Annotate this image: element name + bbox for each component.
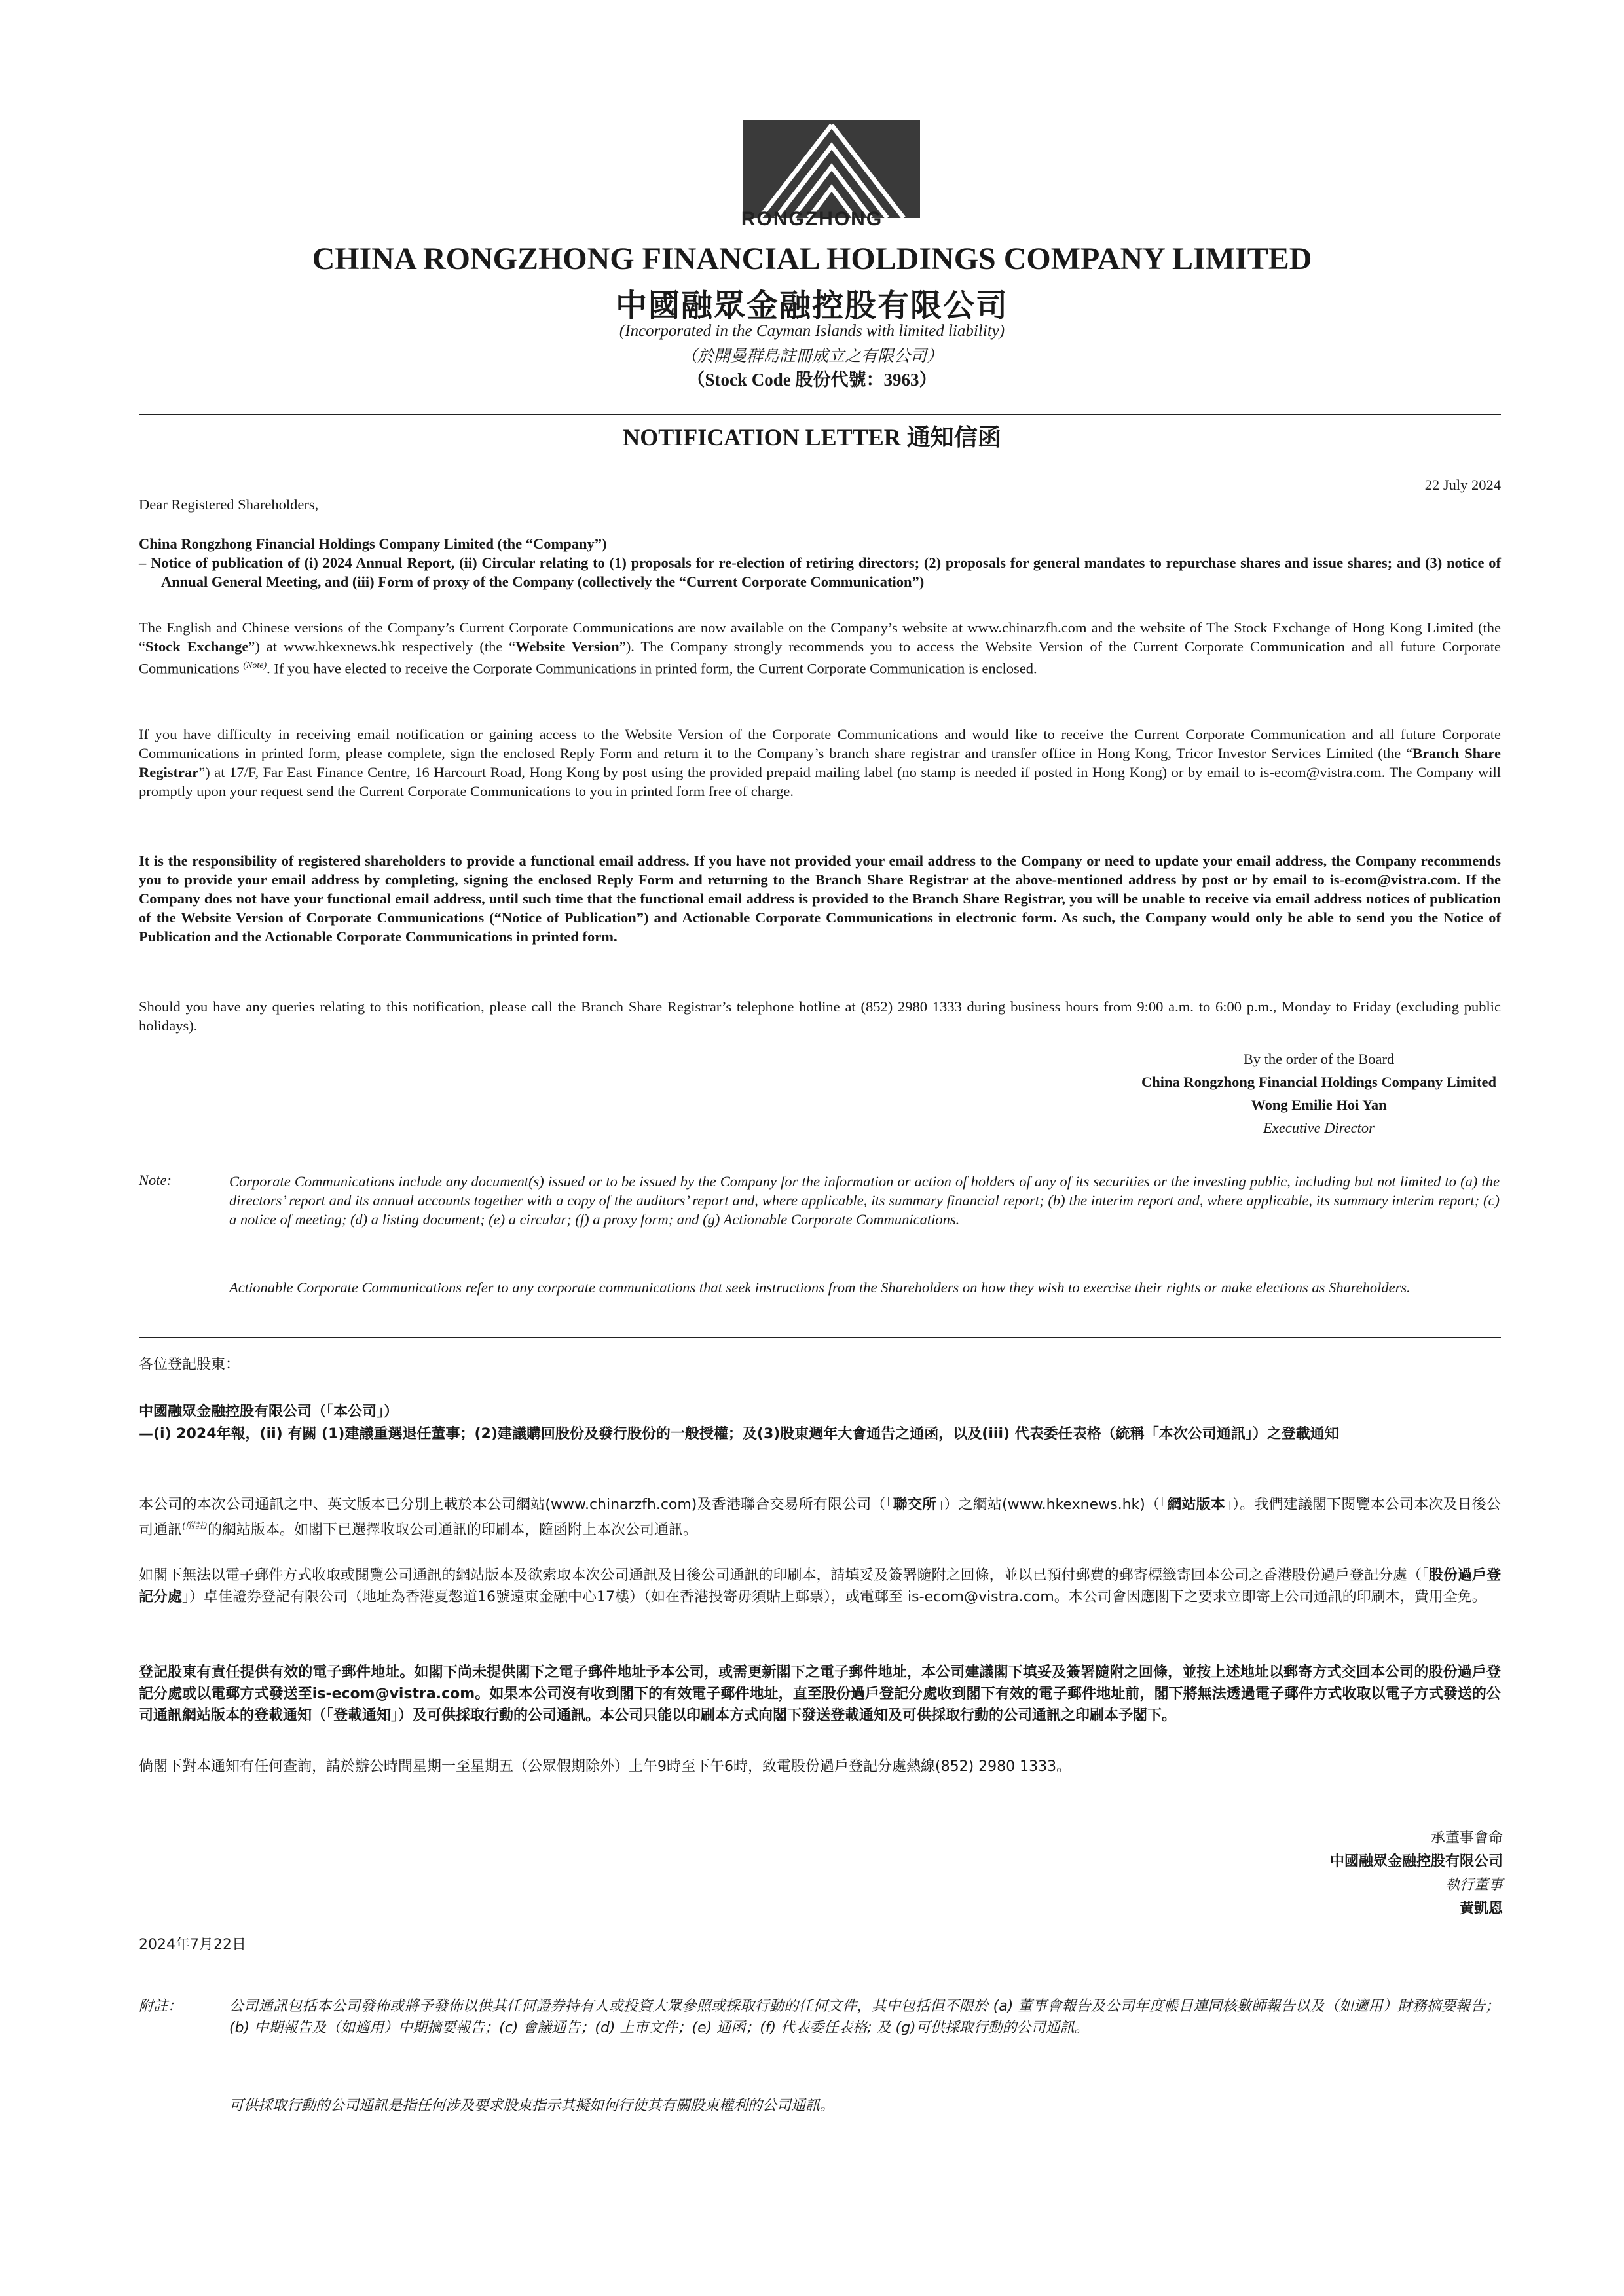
paragraph-1-zh [139, 1494, 1501, 1540]
note-1-en: Corporate Communications include any document(s) issued or to be issued by the Company for the information or action of holders of any of its securities or the investing public, including but not limited to (a) the directors’ report and its annual accounts together with a copy of the auditors’ report and, where applicable, its summary financial report; (b) the interim report and, where applicable, its summary interim report; (c) a notice of meeting; (d) a listing document; (e) a circular; (f) a proxy form; and (g) Actionable Corporate Communications. [229, 1173, 1500, 1228]
sig-line-1-zh: 承董事會命 [1430, 1830, 1503, 1846]
note-reference: (Note) [243, 661, 267, 670]
sig-line-4-zh: 黃凱恩 [1459, 1901, 1503, 1917]
incorporation-en: (Incorporated in the Cayman Islands with limited liability) [619, 322, 1005, 340]
text-span: 的網站版本。如閣下已選擇收取公司通訊的印刷本，隨函附上本次公司通訊。 [207, 1522, 697, 1539]
company-name-zh: 中國融眾金融控股有限公司 [615, 287, 1008, 324]
text-span: 股份過戶登記分處 [139, 1567, 1501, 1605]
subject-line-zh: 中國融眾金融控股有限公司（「本公司」） [139, 1404, 399, 1420]
paragraph-4-zh: 倘閣下對本通知有任何查詢，請於辦公時間星期一至星期五（公眾假期除外）上午9時至下午6時，致電股份過戶登記分處熱線(852) 2980 1333。 [139, 1758, 1071, 1775]
text-span: If you have difficulty in receiving email notification or gaining access to the Website Version of the Corporate Communications and would like to receive the Current Corporate Communication and all future Corporate Communications in printed form, please complete, sign the enclosed Reply Form and return it to the Company’s branch share registrar and transfer office in Hong Kong, Tricor Investor Services Limited (the “ [139, 726, 1501, 761]
text-span: 」）。我們建議閣下閱覽本公司本次及日後公司通訊 [139, 1497, 1501, 1539]
subject-line-en: China Rongzhong Financial Holdings Company Limited (the “Company”) [139, 536, 607, 552]
text-span: ”) at www.hkexnews.hk respectively (the “ [248, 638, 516, 655]
text-span: 如閣下無法以電子郵件方式收取或閱覽公司通訊的網站版本及欲索取本次公司通訊及日後公司通訊的印刷本，請填妥及簽署隨附之回條，並以已預付郵費的郵寄標籤寄回本公司之香港股份過戶登記分處（「 [139, 1567, 1429, 1584]
text-span: Branch Share Registrar [139, 745, 1501, 780]
company-name-en: CHINA RONGZHONG FINANCIAL HOLDINGS COMPANY LIMITED [312, 242, 1312, 276]
note-2-en: Actionable Corporate Communications refer to any corporate communications that seek instructions from the Shareholders on how they wish to exercise their rights or make elections as Shareholders. [229, 1279, 1411, 1296]
text-span: Website Version [515, 638, 619, 655]
text-span: Stock Exchange [145, 638, 249, 655]
subject-detail-zh: —(i) 2024年報，(ii) 有關 (1)建議重選退任董事；(2)建議購回股份及發行股份的一般授權；及(3)股東週年大會通告之通函，以及(iii) 代表委任表格（統稱「本次公司通訊」）之登載通知 [139, 1426, 1339, 1442]
brand-name: RONGZHONG [741, 208, 883, 230]
text-span: The English and Chinese versions of the Company’s Current Corporate Communications are now available on the Company’s website at www.chinarzfh.com and the website of The Stock Exchange of Hong Kong Limited (the “ [139, 619, 1501, 655]
signature-block-en [1141, 1048, 1496, 1139]
text-span: 本公司的本次公司通訊之中、英文版本已分別上載於本公司網站(www.chinarzfh.com)及香港聯合交易所有限公司（「 [139, 1497, 893, 1513]
stock-code: （Stock Code 股份代號：3963） [687, 370, 937, 390]
sig-line-3: Wong Emilie Hoi Yan [1251, 1097, 1387, 1113]
note-label-zh: 附註： [139, 1998, 183, 2014]
paragraph-3-en: It is the responsibility of registered shareholders to provide a functional email address. If you have not provided your email address to the Company or need to update your email address, the Company recommends you to provide your email address by completing, signing the enclosed Reply Form and returning to the Branch Share Registrar at the above-mentioned address by post or by email to is-ecom@vistra.com. If the Company does not have your functional email address, until such time that the functional email address is provided to the Branch Share Registrar, you will be unable to receive via email address notices of publication of the Website Version of Corporate Communications (“Notice of Publication”) and Actionable Corporate Communications in electronic form. As such, the Company would only be able to send you the Notice of Publication and the Actionable Corporate Communications in printed form. [139, 852, 1501, 945]
text-span: 聯交所 [893, 1497, 937, 1513]
section-divider [139, 1337, 1501, 1338]
paragraph-3-zh: 登記股東有責任提供有效的電子郵件地址。如閣下尚未提供閣下之電子郵件地址予本公司，或需更新閣下之電子郵件地址，本公司建議閣下填妥及簽署隨附之回條，並按上述地址以郵寄方式交回本公司的股份過戶登記分處或以電郵方式發送至is-ecom@vistra.com。如果本公司沒有收到閣下的有效電子郵件地址，直至股份過戶登記分處收到閣下有效的電子郵件地址前，閣下將無法透過電子郵件方式收取以電子方式發送的公司通訊網站版本的登載通知（「登載通知」）及可供採取行動的公司通訊。本公司只能以印刷本方式向閣下發送登載通知及可供採取行動的公司通訊之印刷本予閣下。 [139, 1664, 1501, 1724]
text-span: 」）卓佳證券登記有限公司（地址為香港夏愨道16號遠東金融中心17樓）（如在香港投寄毋須貼上郵票），或電郵至 is-ecom@vistra.com。本公司會因應閣下之要求立即寄上公司通訊的印刷本，費用全免。 [182, 1589, 1486, 1605]
paragraph-2-zh [139, 1565, 1501, 1608]
text-span: ”). The Company strongly recommends you to access the Website Version of the Current Corporate Communication and all future Corporate Communications [139, 638, 1501, 677]
paragraph-4-en: Should you have any queries relating to this notification, please call the Branch Share Registrar’s telephone hotline at (852) 2980 1333 during business hours from 9:00 a.m. to 6:00 p.m., Monday to Friday (excluding public holidays). [139, 998, 1501, 1034]
paragraph-1-en [139, 618, 1501, 678]
note-2-zh: 可供採取行動的公司通訊是指任何涉及要求股東指示其擬如何行使其有關股東權利的公司通訊。 [229, 2098, 835, 2114]
text-span: . If you have elected to receive the Corporate Communications in printed form, the Current Corporate Communication is enclosed. [267, 660, 1037, 677]
note-label-en: Note: [139, 1172, 172, 1188]
sig-line-3-zh: 執行董事 [1445, 1877, 1503, 1893]
incorporation-zh: （於開曼群島註冊成立之有限公司） [680, 346, 943, 365]
signature-block-zh [1330, 1827, 1503, 1921]
salutation-en: Dear Registered Shareholders, [139, 496, 319, 513]
paragraph-2-en [139, 725, 1501, 801]
sig-line-4: Executive Director [1263, 1120, 1375, 1136]
letter-date-en: 22 July 2024 [1424, 477, 1501, 493]
text-span: ”) at 17/F, Far East Finance Centre, 16 Harcourt Road, Hong Kong by post using the provided prepaid mailing label (no stamp is needed if posted in Hong Kong) or by email to is-ecom@vistra.com. The Company will promptly upon your request send the Current Corporate Communications to you in printed form free of charge. [139, 764, 1501, 799]
text-span: 網站版本 [1167, 1497, 1225, 1513]
note-1-zh: 公司通訊包括本公司發佈或將予發佈以供其任何證券持有人或投資大眾參照或採取行動的任何文件，其中包括但不限於 (a) 董事會報告及公司年度帳目連同核數師報告以及（如適用）財務摘要報告；(b) 中期報告及（如適用）中期摘要報告；(c) 會議通告；(d) 上市文件；(e) 通函；(f) 代表委任表格; 及 (g)可供採取行動的公司通訊。 [229, 1998, 1500, 2036]
text-span: 」）之網站(www.hkexnews.hk)（「 [936, 1497, 1168, 1513]
sig-line-1: By the order of the Board [1243, 1051, 1395, 1067]
salutation-zh: 各位登記股東： [139, 1357, 240, 1373]
subject-detail-en: – Notice of publication of (i) 2024 Annual Report, (ii) Circular relating to (1) proposals for re-election of retiring directors; (2) proposals for general mandates to repurchase shares and issue shares; and (3) notice of Annual General Meeting, and (iii) Form of proxy of the Company (collectively the “Current Corporate Communication”) [139, 555, 1501, 590]
sig-line-2-zh: 中國融眾金融控股有限公司 [1329, 1853, 1503, 1870]
sig-line-2: China Rongzhong Financial Holdings Company Limited [1141, 1074, 1496, 1090]
note-reference: (附註) [182, 1521, 208, 1531]
header-rule-top [139, 414, 1501, 415]
letter-date-zh: 2024年7月22日 [139, 1937, 246, 1953]
notification-title: NOTIFICATION LETTER 通知信函 [623, 424, 1001, 450]
